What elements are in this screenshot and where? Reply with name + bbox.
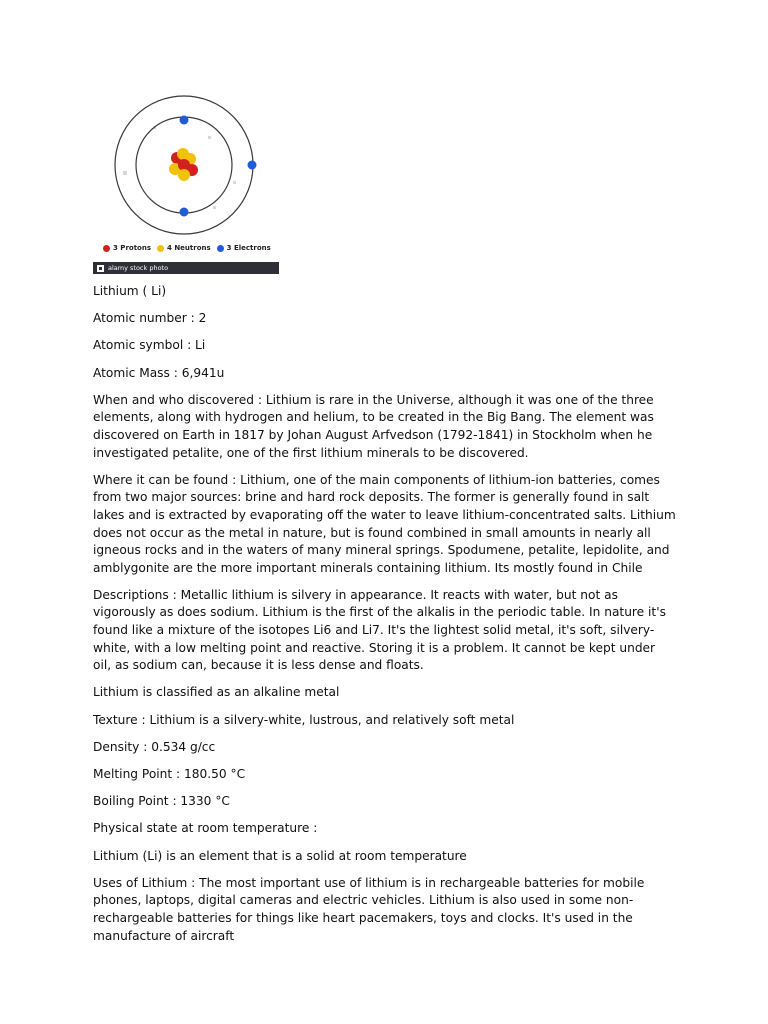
- legend-protons-label: 3 Protons: [113, 244, 152, 252]
- electron: [248, 161, 257, 170]
- physical-state-line: Lithium (Li) is an element that is a solid at room temperature: [93, 848, 467, 863]
- legend-electrons: [217, 244, 271, 252]
- legend-protons: [103, 244, 151, 252]
- physical-state-heading: Physical state at room temperature :: [93, 821, 318, 836]
- alamy-logo-icon: [97, 265, 104, 272]
- description-paragraph: Descriptions : Metallic lithium is silvery in appearance. It reacts with water, but not as vigorously as does sodium. Lithium is the first of the alkalis in the periodic table. In nature it's found like a mixture of the isotopes Li6 and Li7. It's the lightest solid metal, it's soft, silvery-white, with a low melting point and reactive. Storing it is a problem. It cannot be kept under oil, as sodium can, because it is less dense and floats.: [93, 587, 666, 673]
- stock-photo-watermark: [93, 262, 279, 274]
- electron-swatch: [217, 245, 224, 252]
- classification-line: Lithium is classified as an alkaline metal: [93, 685, 340, 700]
- legend-neutrons-label: 4 Neutrons: [167, 244, 211, 252]
- lithium-atom-figure: [93, 86, 279, 274]
- watermark-text: alamy stock photo: [108, 264, 169, 272]
- proton-swatch: [103, 245, 110, 252]
- title-line: Lithium ( Li): [93, 284, 167, 298]
- atomic-number-line: Atomic number : 2: [93, 311, 207, 326]
- legend-neutrons: [157, 244, 211, 252]
- document-body: [93, 283, 677, 955]
- nucleus: [169, 148, 198, 181]
- atom-diagram: [93, 86, 279, 246]
- electron: [180, 116, 189, 125]
- boiling-point-line: Boiling Point : 1330 °C: [93, 794, 230, 809]
- legend-electrons-label: 3 Electrons: [226, 244, 271, 252]
- electron: [180, 208, 189, 217]
- location-paragraph: Where it can be found : Lithium, one of the main components of lithium-ion batteries, comes from two major sources: brine and hard rock deposits. The former is generally found in salt lakes and is extracted by evaporating off the water to leave lithium-concentrated salts. Lithium does not occur as the metal in nature, but is found combined in small amounts in nearly all igneous rocks and in the waters of many mineral springs. Spodumene, petalite, lepidolite, and amblygonite are the more important minerals containing lithium. Its mostly found in Chile: [93, 472, 676, 575]
- melting-point-line: Melting Point : 180.50 °C: [93, 767, 246, 781]
- atomic-symbol-line: Atomic symbol : Li: [93, 338, 206, 353]
- figure-legend: [103, 241, 273, 255]
- atomic-mass-line: Atomic Mass : 6,941u: [93, 365, 225, 380]
- uses-paragraph: Uses of Lithium : The most important use of lithium is in rechargeable batteries for mobile phones, laptops, digital cameras and electric vehicles. Lithium is also used in some non-rechargeable batteries for things like heart pacemakers, toys and clocks. It's used in the manufacture of aircraft: [93, 875, 645, 943]
- discovery-paragraph: When and who discovered : Lithium is rare in the Universe, although it was one of the three elements, along with hydrogen and helium, to be created in the Big Bang. The element was discovered on Earth in 1817 by Johan August Arfvedson (1792-1841) in Stockholm when he investigated petalite, one of the first lithium minerals to be discovered.: [93, 392, 654, 460]
- density-line: Density : 0.534 g/cc: [93, 739, 216, 754]
- texture-line: Texture : Lithium is a silvery-white, lustrous, and relatively soft metal: [93, 712, 515, 727]
- neutron-swatch: [157, 245, 164, 252]
